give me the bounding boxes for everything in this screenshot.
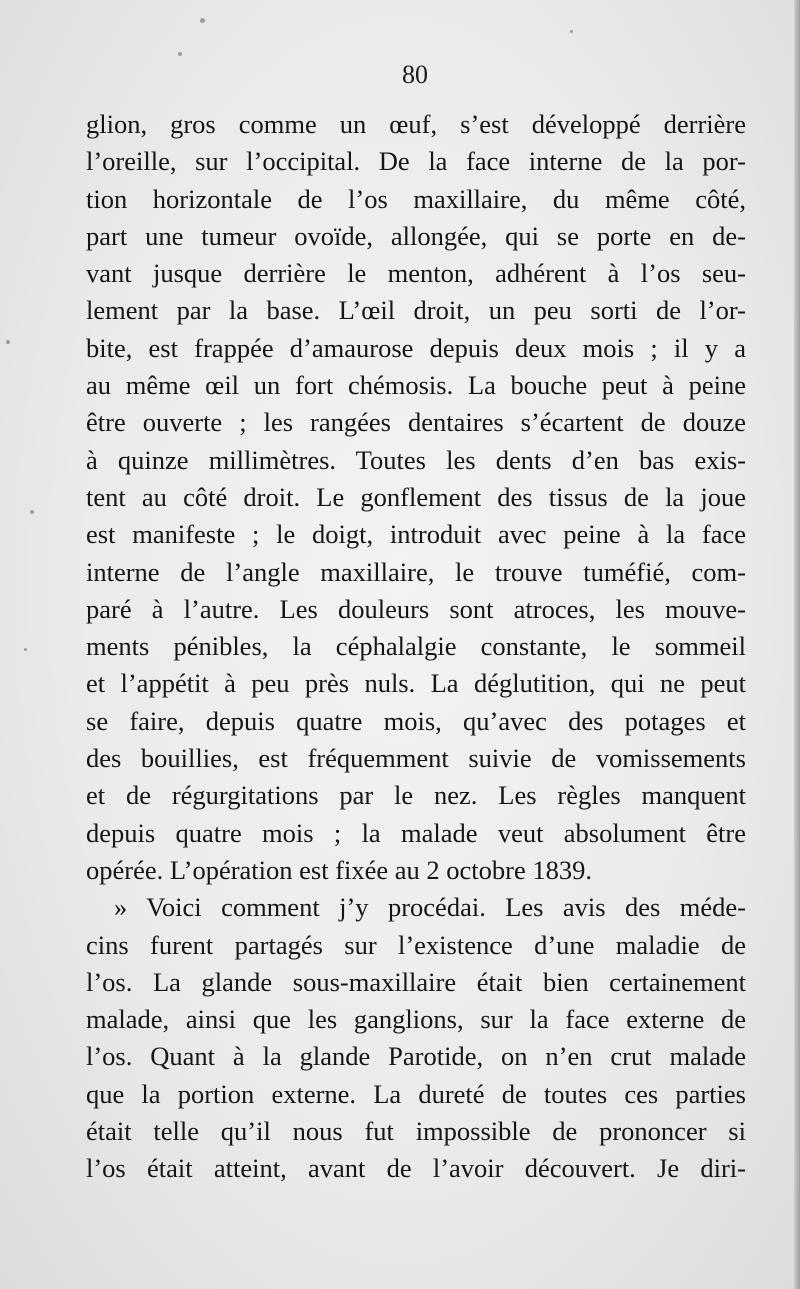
paper-speck — [178, 52, 182, 56]
text-line: vant jusque derrière le menton, adhérent à l’os seu- — [86, 258, 746, 289]
text-line: tion horizontale de l’os maxillaire, du même côté, — [86, 183, 746, 214]
text-line: cins furent partagés sur l’existence d’une maladie de — [86, 929, 746, 960]
paper-speck — [6, 340, 10, 344]
text-line: l’oreille, sur l’occipital. De la face interne de la por- — [86, 146, 746, 177]
text-line: se faire, depuis quatre mois, qu’avec des potages et — [86, 705, 746, 736]
text-line: être ouverte ; les rangées dentaires s’écartent de douze — [86, 407, 746, 438]
text-line: l’os. La glande sous-maxillaire était bien certainement — [86, 966, 746, 997]
text-line: tent au côté droit. Le gonflement des tissus de la joue — [86, 481, 746, 512]
paper-speck — [30, 510, 34, 514]
text-line: des bouillies, est fréquemment suivie de vomissements — [86, 743, 746, 774]
text-line: lement par la base. L’œil droit, un peu sorti de l’or- — [86, 295, 746, 326]
text-line: paré à l’autre. Les douleurs sont atroces, les mouve- — [86, 593, 746, 624]
text-line: » Voici comment j’y procédai. Les avis des méde- — [114, 892, 746, 923]
text-line: bite, est frappée d’amaurose depuis deux mois ; il y a — [86, 332, 746, 363]
text-line: à quinze millimètres. Toutes les dents d’en bas exis- — [86, 444, 746, 475]
text-line: est manifeste ; le doigt, introduit avec peine à la face — [86, 519, 746, 550]
paragraph — [86, 889, 746, 1187]
text-line: et l’appétit à peu près nuls. La déglutition, qui ne peut — [86, 668, 746, 699]
text-line: et de régurgitations par le nez. Les règles manquent — [86, 780, 746, 811]
body-text — [86, 106, 746, 1188]
page-edge — [794, 0, 800, 1289]
text-line: opérée. L’opération est fixée au 2 octobre 1839. — [86, 854, 593, 885]
text-line: malade, ainsi que les ganglions, sur la face externe de — [86, 1004, 746, 1035]
text-line: l’os était atteint, avant de l’avoir découvert. Je diri- — [86, 1153, 746, 1184]
text-line: était telle qu’il nous fut impossible de prononcer si — [86, 1116, 746, 1147]
text-line: interne de l’angle maxillaire, le trouve tuméfié, com- — [86, 556, 746, 587]
text-line: l’os. Quant à la glande Parotide, on n’en crut malade — [86, 1041, 746, 1072]
paragraph — [86, 106, 746, 889]
text-line: ments pénibles, la céphalalgie constante, le sommeil — [86, 631, 746, 662]
text-line: depuis quatre mois ; la malade veut absolument être — [86, 817, 746, 848]
page-number: 80 — [402, 60, 428, 89]
text-line: que la portion externe. La dureté de toutes ces parties — [86, 1078, 746, 1109]
text-line: au même œil un fort chémosis. La bouche peut à peine — [86, 370, 746, 401]
text-line: glion, gros comme un œuf, s’est développé derrière — [86, 109, 746, 139]
paper-speck — [570, 30, 573, 33]
text-line: part une tumeur ovoïde, allongée, qui se porte en de- — [86, 220, 746, 251]
paper-speck — [200, 18, 205, 23]
paper-speck — [24, 648, 27, 651]
